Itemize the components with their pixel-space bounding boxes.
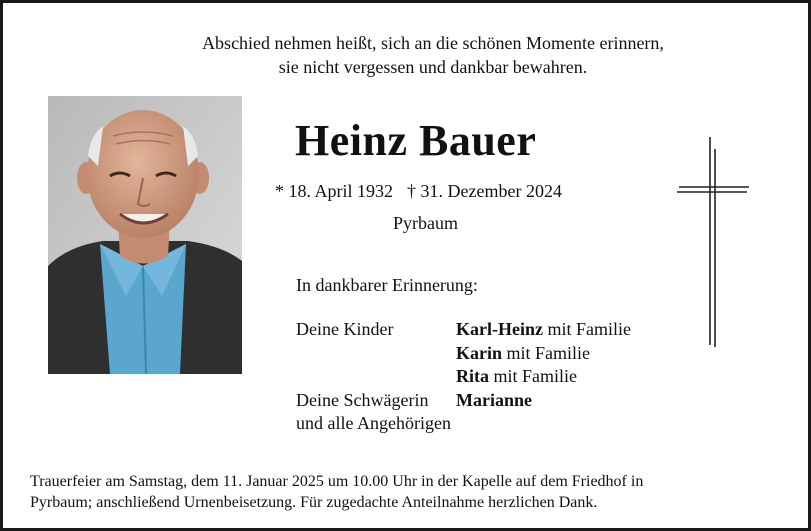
mourner-name: Marianne bbox=[456, 389, 532, 410]
list-item bbox=[296, 389, 631, 413]
relation-label: Deine Schwägerin bbox=[296, 389, 429, 410]
mourner-entry: Karin mit Familie bbox=[456, 342, 591, 363]
cross-icon bbox=[673, 137, 753, 347]
relation-label: Deine Kinder bbox=[296, 319, 394, 339]
list-item bbox=[296, 365, 631, 389]
other-relatives: und alle Angehörigen bbox=[296, 413, 451, 433]
motto-line-2: sie nicht vergessen und dankbar bewahren. bbox=[278, 57, 588, 77]
mourner-name: Karin bbox=[456, 342, 503, 363]
hometown: Pyrbaum bbox=[393, 213, 458, 233]
motto-line-1: Abschied nehmen heißt, sich an die schönen Momente erinnern, bbox=[202, 33, 664, 53]
list-item bbox=[296, 342, 631, 366]
birth-date: * 18. April 1932 bbox=[275, 181, 394, 201]
funeral-notice bbox=[30, 471, 770, 513]
motto bbox=[3, 31, 811, 79]
deceased-name: Heinz Bauer bbox=[295, 116, 537, 165]
list-item bbox=[296, 412, 631, 436]
death-date: † 31. Dezember 2024 bbox=[407, 181, 562, 201]
mourner-entry: Rita mit Familie bbox=[456, 366, 577, 386]
mourners-intro: In dankbarer Erinnerung: bbox=[296, 275, 478, 295]
mourners-list bbox=[296, 318, 631, 436]
mourner-name: Karl-Heinz bbox=[456, 319, 543, 339]
life-dates bbox=[275, 181, 562, 202]
list-item bbox=[296, 318, 631, 342]
notice-line-1: Trauerfeier am Samstag, dem 11. Januar 2025 um 10.00 Uhr in der Kapelle auf dem Friedhof in bbox=[30, 473, 644, 490]
notice-line-2: Pyrbaum; anschließend Urnenbeisetzung. Für zugedachte Anteilnahme herzlichen Dank. bbox=[30, 494, 598, 511]
mourner-name: Rita bbox=[456, 366, 489, 386]
mourner-entry: Karl-Heinz mit Familie bbox=[456, 319, 631, 339]
portrait-photo bbox=[48, 96, 242, 374]
portrait-illustration bbox=[48, 96, 242, 374]
